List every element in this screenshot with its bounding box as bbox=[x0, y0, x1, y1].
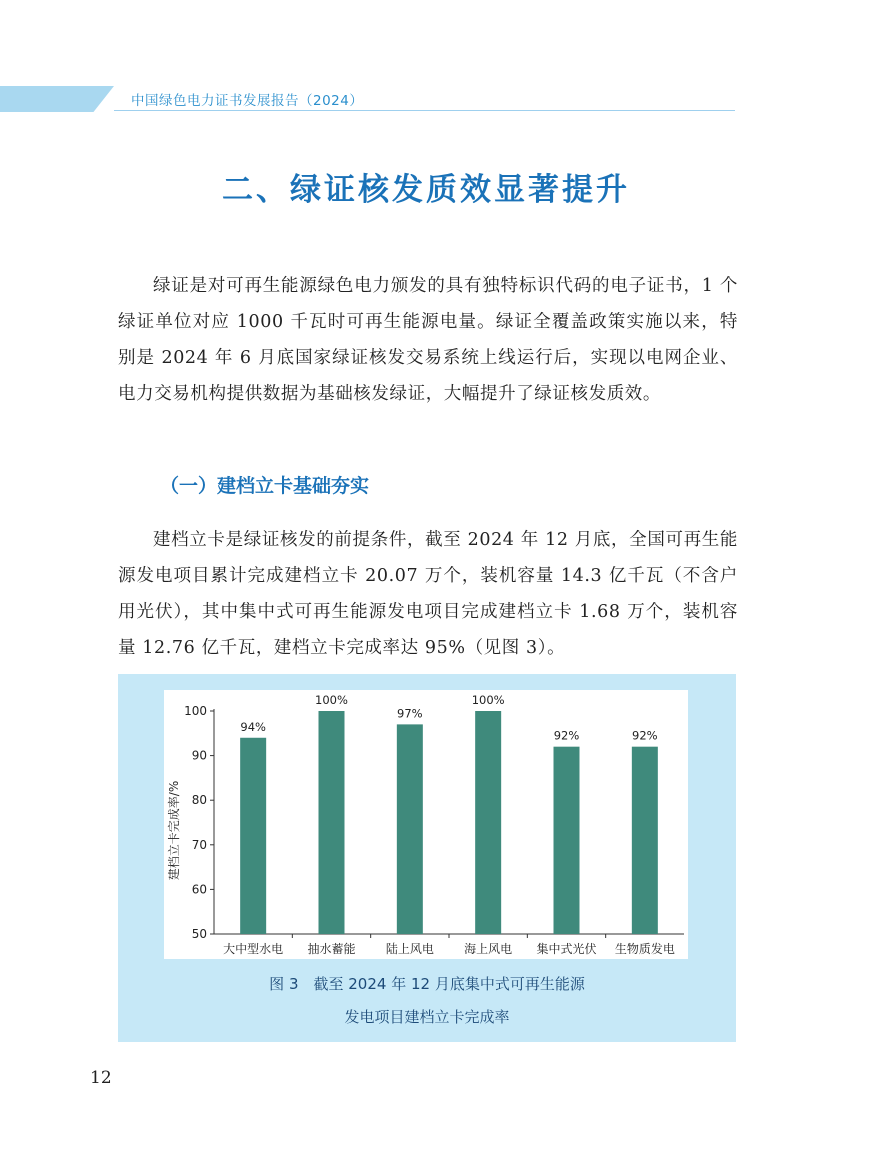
data-label-4: 100% bbox=[471, 693, 505, 707]
x-tick-label-4: 海上风电 bbox=[464, 942, 513, 956]
running-header-title: 中国绿色电力证书发展报告（2024） bbox=[131, 93, 364, 109]
page-number: 12 bbox=[90, 1068, 112, 1088]
x-tick-label-3: 陆上风电 bbox=[385, 942, 434, 956]
section-title: 二、绿证核发质效显著提升 bbox=[222, 172, 630, 208]
bar-3 bbox=[397, 724, 423, 934]
y-tick-label: 50 bbox=[191, 927, 207, 941]
y-axis-label: 建档立卡完成率/% bbox=[167, 780, 181, 881]
y-tick-label: 80 bbox=[191, 793, 207, 808]
data-label-3: 97% bbox=[397, 706, 423, 721]
bar-5 bbox=[554, 747, 580, 934]
subheading: （一）建档立卡基础夯实 bbox=[160, 475, 370, 497]
y-tick-label: 90 bbox=[191, 748, 207, 763]
x-tick-label-6: 生物质发电 bbox=[614, 942, 675, 956]
data-label-1: 94% bbox=[240, 719, 266, 734]
figure-caption-line-2: 发电项目建档立卡完成率 bbox=[344, 1008, 510, 1026]
x-tick-label-2: 抽水蓄能 bbox=[307, 942, 356, 956]
body-paragraph-2: 建档立卡是绿证核发的前提条件，截至 2024 年 12 月底，全国可再生能源发电项目累计完成建档立卡 20.07 万个，装机容量 14.3 亿千瓦（不含户用光伏），其中集中式可再生能源发电项目完成建档立卡 1.68 万个，装机容量 12.76 亿千瓦，建档立卡完成率达 95%（见图 3）。 bbox=[118, 530, 738, 658]
y-tick-label: 70 bbox=[191, 837, 207, 852]
y-tick-label: 60 bbox=[191, 882, 207, 897]
data-label-6: 92% bbox=[632, 728, 658, 743]
header-divider bbox=[114, 110, 735, 111]
data-label-5: 92% bbox=[553, 728, 580, 743]
bar-6 bbox=[632, 747, 658, 934]
y-tick-label: 100 bbox=[184, 704, 207, 718]
bar-chart bbox=[164, 690, 688, 959]
chart-area bbox=[164, 690, 688, 959]
body-paragraph-1: 绿证是对可再生能源绿色电力颁发的具有独特标识代码的电子证书，1 个绿证单位对应 1000 千瓦时可再生能源电量。绿证全覆盖政策实施以来，特别是 2024 年 6 月底国家绿证核发交易系统上线运行后，实现以电网企业、电力交易机构提供数据为基础核发绿证，大幅提升了绿证核发质效。 bbox=[118, 276, 738, 404]
data-label-2: 100% bbox=[315, 693, 348, 707]
bar-4 bbox=[475, 711, 501, 934]
bar-1 bbox=[240, 738, 266, 934]
figure-caption-line-1: 图 3 截至 2024 年 12 月底集中式可再生能源 bbox=[269, 975, 585, 993]
x-tick-label-5: 集中式光伏 bbox=[536, 942, 597, 956]
header-accent-band bbox=[0, 86, 114, 112]
bar-2 bbox=[319, 711, 345, 934]
x-tick-label-1: 大中型水电 bbox=[223, 942, 284, 956]
